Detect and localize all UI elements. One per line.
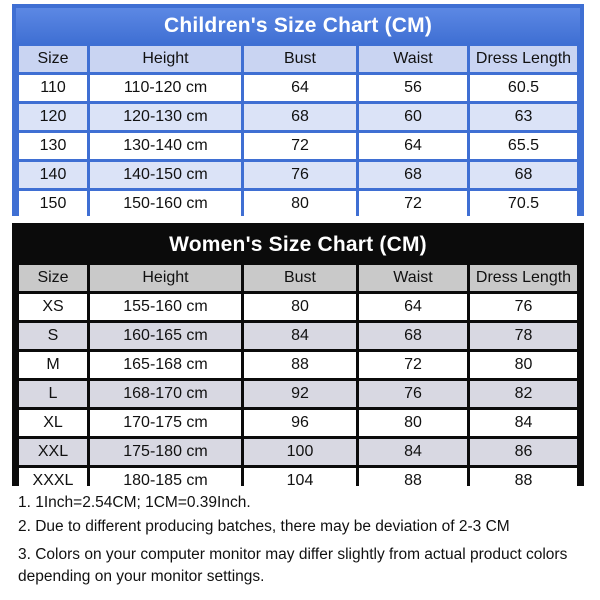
table-cell: 96 [244, 410, 356, 436]
table-row [19, 323, 577, 349]
table-cell: 150 [19, 191, 87, 217]
note-2: 2. Due to different producing batches, there may be deviation of 2-3 CM [18, 518, 510, 535]
table-cell: 110-120 cm [90, 75, 241, 101]
table-cell: 92 [244, 381, 356, 407]
table-cell: 56 [359, 75, 467, 101]
table-cell: 65.5 [470, 133, 577, 159]
table-cell: 68 [359, 162, 467, 188]
table-cell: 86 [470, 439, 577, 465]
table-cell: 140 [19, 162, 87, 188]
table-cell: 155-160 cm [90, 294, 241, 320]
women-header-row [19, 265, 577, 291]
note-1: 1. 1Inch=2.54CM; 1CM=0.39Inch. [18, 494, 251, 511]
table-cell: 84 [359, 439, 467, 465]
table-cell: 68 [244, 104, 356, 130]
children-header-cell: Waist [359, 46, 467, 72]
table-cell: 60 [359, 104, 467, 130]
table-cell: 104 [244, 468, 356, 494]
table-cell: 60.5 [470, 75, 577, 101]
table-cell: XXL [19, 439, 87, 465]
table-cell: 78 [470, 323, 577, 349]
table-row [19, 294, 577, 320]
children-header-row [19, 46, 577, 72]
women-header-cell: Waist [359, 265, 467, 291]
table-cell: 80 [470, 352, 577, 378]
table-cell: 72 [359, 191, 467, 217]
table-cell: 64 [359, 294, 467, 320]
table-cell: 100 [244, 439, 356, 465]
table-row [19, 75, 577, 101]
table-cell: 84 [470, 410, 577, 436]
table-cell: XL [19, 410, 87, 436]
children-size-table [16, 43, 580, 220]
table-cell: XXXL [19, 468, 87, 494]
table-cell: 64 [244, 75, 356, 101]
women-chart-title: Women's Size Chart (CM) [16, 227, 580, 263]
table-row [19, 133, 577, 159]
table-cell: 140-150 cm [90, 162, 241, 188]
table-cell: 68 [470, 162, 577, 188]
table-cell: 160-165 cm [90, 323, 241, 349]
table-cell: 150-160 cm [90, 191, 241, 217]
children-header-cell: Bust [244, 46, 356, 72]
table-cell: 120-130 cm [90, 104, 241, 130]
women-table-body [19, 265, 577, 494]
table-cell: 180-185 cm [90, 468, 241, 494]
table-cell: 110 [19, 75, 87, 101]
table-cell: 72 [359, 352, 467, 378]
table-cell: 76 [244, 162, 356, 188]
table-row [19, 410, 577, 436]
table-cell: 170-175 cm [90, 410, 241, 436]
table-cell: 88 [359, 468, 467, 494]
size-notes [18, 492, 588, 588]
women-header-cell: Size [19, 265, 87, 291]
table-cell: 175-180 cm [90, 439, 241, 465]
table-cell: 130 [19, 133, 87, 159]
table-cell: M [19, 352, 87, 378]
women-size-table [16, 262, 580, 497]
table-cell: 80 [244, 294, 356, 320]
table-row [19, 439, 577, 465]
children-header-cell: Height [90, 46, 241, 72]
table-cell: 64 [359, 133, 467, 159]
table-cell: 63 [470, 104, 577, 130]
children-size-chart [12, 4, 584, 216]
table-cell: 88 [244, 352, 356, 378]
women-header-cell: Dress Length [470, 265, 577, 291]
women-header-cell: Bust [244, 265, 356, 291]
table-cell: 72 [244, 133, 356, 159]
table-cell: L [19, 381, 87, 407]
table-cell: 70.5 [470, 191, 577, 217]
children-table-body [19, 46, 577, 217]
table-row [19, 381, 577, 407]
children-header-cell: Size [19, 46, 87, 72]
table-cell: 84 [244, 323, 356, 349]
table-cell: 120 [19, 104, 87, 130]
table-cell: 80 [359, 410, 467, 436]
note-3: 3. Colors on your computer monitor may differ slightly from actual product colors depending on your monitor settings. [18, 546, 568, 585]
table-cell: 68 [359, 323, 467, 349]
children-chart-title: Children's Size Chart (CM) [16, 8, 580, 44]
table-cell: 165-168 cm [90, 352, 241, 378]
table-cell: 80 [244, 191, 356, 217]
table-row [19, 191, 577, 217]
table-cell: 82 [470, 381, 577, 407]
table-row [19, 352, 577, 378]
table-row [19, 468, 577, 494]
table-cell: 168-170 cm [90, 381, 241, 407]
table-cell: 76 [470, 294, 577, 320]
table-cell: XS [19, 294, 87, 320]
women-size-chart [12, 223, 584, 489]
women-header-cell: Height [90, 265, 241, 291]
table-row [19, 104, 577, 130]
table-cell: S [19, 323, 87, 349]
table-cell: 76 [359, 381, 467, 407]
children-header-cell: Dress Length [470, 46, 577, 72]
table-row [19, 162, 577, 188]
table-cell: 130-140 cm [90, 133, 241, 159]
table-cell: 88 [470, 468, 577, 494]
